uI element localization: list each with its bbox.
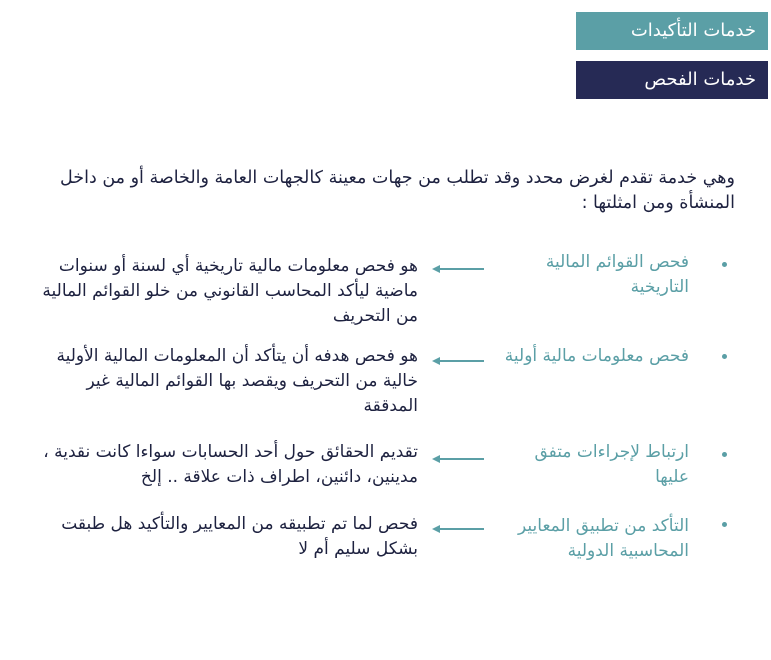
item-term: ارتباط لإجراءات متفق عليها — [534, 442, 689, 487]
item-description: تقديم الحقائق حول أحد الحسابات سواءا كانت نقدية ، مدينين، دائنين، اطراف ذات علاقة .. إلخ — [43, 442, 418, 487]
assurance-services-label: خدمات التأكيدات — [576, 12, 768, 50]
item-description: هو فحص معلومات مالية تاريخية أي لسنة أو سنوات ماضية ليأكد المحاسب القانوني من خلو القوائم المالية من التحريف — [42, 256, 418, 326]
bullet-icon — [722, 452, 727, 457]
item-description: فحص لما تم تطبيقه من المعايير والتأكيد هل طبقت بشكل سليم أم لا — [61, 514, 418, 559]
item-description: هو فحص هدفه أن يتأكد أن المعلومات المالية الأولية خالية من التحريف ويقصد بها القوائم المالية غير المدققة — [56, 346, 418, 416]
left-arrow-icon — [432, 356, 484, 366]
intro-paragraph: وهي خدمة تقدم لغرض محدد وقد تطلب من جهات معينة كالجهات العامة والخاصة أو من داخل المنشأة ومن امثلتها : — [60, 168, 735, 213]
item-term: فحص معلومات مالية أولية — [504, 346, 689, 366]
item-term: التأكد من تطبيق المعايير المحاسبية الدولية — [518, 516, 689, 561]
bullet-icon — [722, 522, 727, 527]
bullet-icon — [722, 262, 727, 267]
audit-services-label: خدمات الفحص — [576, 61, 768, 99]
left-arrow-icon — [432, 264, 484, 274]
item-term: فحص القوائم المالية التاريخية — [545, 252, 689, 297]
left-arrow-icon — [432, 454, 484, 464]
bullet-icon — [722, 354, 727, 359]
left-arrow-icon — [432, 524, 484, 534]
